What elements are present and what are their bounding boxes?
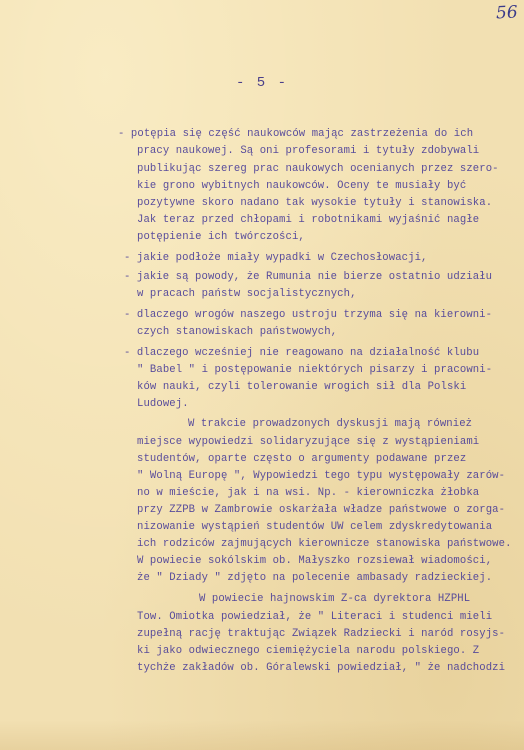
- text-line: pozytywne skoro nadano tak wysokie tytuły i stanowiska.: [137, 197, 493, 209]
- text-line: ich rodziców zajmujących kierownicze stanowiska państwowe.: [137, 538, 512, 550]
- text-line: W powiecie hajnowskim Z-ca dyrektora HZPHL: [199, 593, 471, 605]
- text-line: pracy naukowej. Są oni profesorami i tytuły zdobywali: [137, 145, 480, 157]
- text-line: miejsce wypowiedzi solidaryzujące się z wystąpieniami: [137, 436, 480, 448]
- text-line: - potępia się część naukowców mając zastrzeżenia do ich: [118, 128, 474, 140]
- text-line: czych stanowiskach państwowych,: [137, 326, 338, 338]
- page-number: - 5 -: [235, 75, 288, 91]
- text-line: studentów, oparte często o argumenty podawane przez: [137, 453, 467, 465]
- text-line: zupełną rację traktując Związek Radziecki i naród rosyjs-: [137, 628, 506, 640]
- text-line: " Babel " i postępowanie niektórych pisarzy i pracowni-: [137, 364, 493, 376]
- paper-edge-shading: [0, 720, 524, 750]
- text-line: - jakie podłoże miały wypadki w Czechosłowacji,: [124, 252, 428, 264]
- text-line: Jak teraz przed chłopami i robotnikami wyjaśnić nagłe: [137, 214, 480, 226]
- text-line: potępienie ich twórczości,: [137, 231, 305, 243]
- text-line: W powiecie sokólskim ob. Małyszko rozsiewał wiadomości,: [137, 555, 493, 567]
- text-line: publikując szereg prac naukowych ocenianych przez szero-: [137, 163, 499, 175]
- text-line: ki jako odwiecznego ciemiężyciela narodu polskiego. Z: [137, 645, 480, 657]
- text-line: nizowanie wystąpień studentów UW celem zdyskredytowania: [137, 521, 493, 533]
- text-line: ków nauki, czyli tolerowanie wrogich sił dla Polski: [137, 381, 467, 393]
- text-line: - dlaczego wrogów naszego ustroju trzyma się na kierowni-: [124, 309, 493, 321]
- text-line: " Wolną Europę ", Wypowiedzi tego typu występowały zarów-: [137, 470, 506, 482]
- text-line: no w mieście, jak i na wsi. Np. - kierowniczka żłobka: [137, 487, 480, 499]
- text-line: W trakcie prowadzonych dyskusji mają również: [188, 418, 473, 430]
- archive-page-number: 56: [495, 2, 519, 24]
- text-line: kie grono wybitnych naukowców. Oceny te musiały być: [137, 180, 467, 192]
- text-line: Tow. Omiotka powiedział, że " Literaci i studenci mieli: [137, 611, 493, 623]
- text-line: tychże zakładów ob. Góralewski powiedział, " że nadchodzi: [137, 662, 506, 674]
- text-line: w pracach państw socjalistycznych,: [137, 288, 357, 300]
- text-line: - dlaczego wcześniej nie reagowano na działalność klubu: [124, 347, 480, 359]
- text-line: - jakie są powody, że Rumunia nie bierze ostatnio udziału: [124, 271, 493, 283]
- text-line: Ludowej.: [137, 398, 189, 410]
- text-line: że " Dziady " zdjęto na polecenie ambasady radzieckiej.: [137, 572, 493, 584]
- text-line: przy ZZPB w Zambrowie oskarżała władze państwowe o zorga-: [137, 504, 506, 516]
